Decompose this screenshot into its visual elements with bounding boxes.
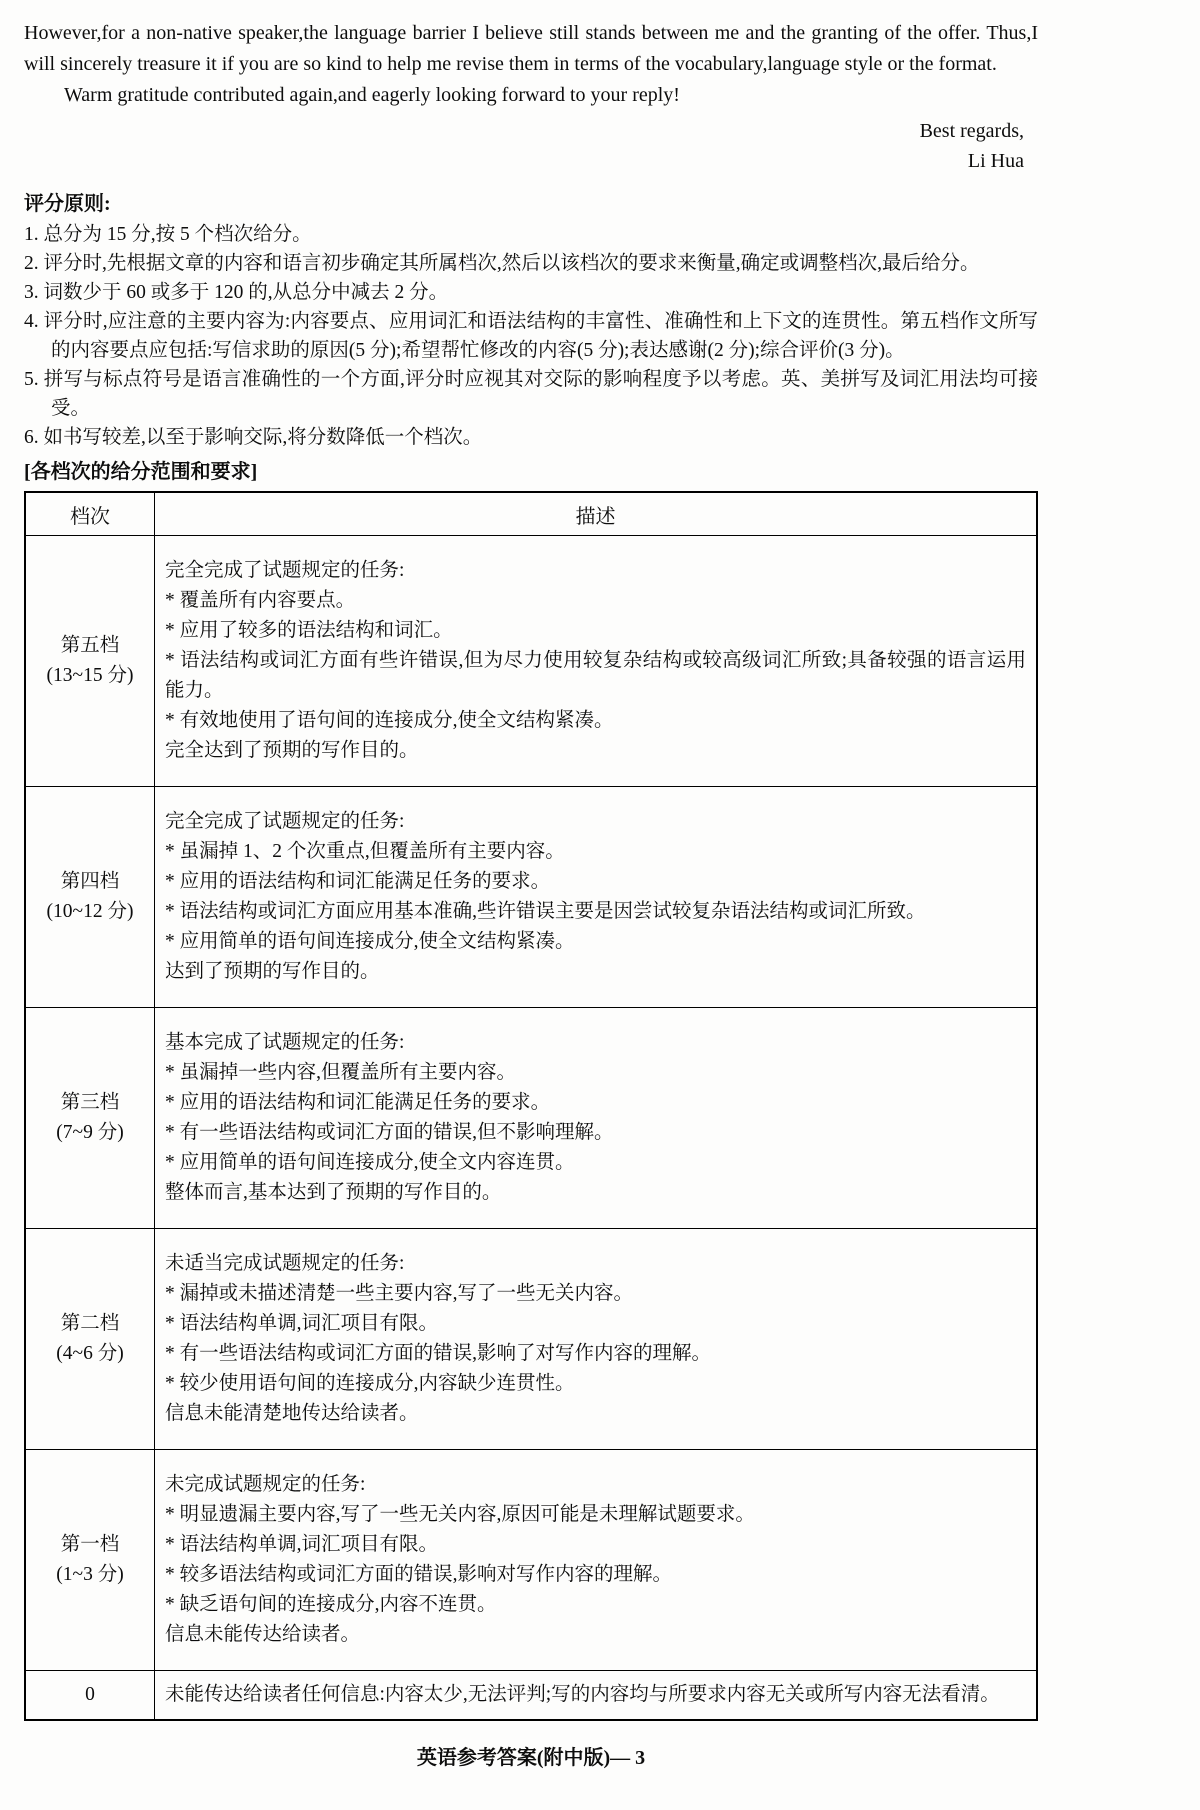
desc-line: 未适当完成试题规定的任务:: [165, 1253, 405, 1274]
desc-line: * 语法结构单调,词汇项目有限。: [165, 1313, 439, 1334]
rubric-header-row: [25, 492, 1037, 536]
level-name: 第四档: [60, 871, 120, 892]
description-cell: [155, 1229, 1038, 1450]
table-row: [25, 1671, 1037, 1721]
desc-line: * 语法结构单调,词汇项目有限。: [165, 1534, 439, 1555]
principle-item-3: 3. 词数少于 60 或多于 120 的,从总分中减去 2 分。: [24, 282, 449, 303]
level-range: (1~3 分): [56, 1564, 124, 1585]
letter-body-paragraph: However,for a non-native speaker,the language barrier I believe still stands between me and the granting of the offer. Thus,I will sincerely treasure it if you are so kind to help me revise them in terms of the vocabulary,language style or the format.: [24, 22, 1038, 75]
principle-item-6: 6. 如书写较差,以至于影响交际,将分数降低一个档次。: [24, 427, 483, 448]
desc-line: 完全完成了试题规定的任务:: [165, 560, 405, 581]
level-range: (10~12 分): [46, 901, 134, 922]
rubric-heading: [各档次的给分范围和要求]: [24, 461, 258, 483]
rubric-table: [24, 491, 1038, 1721]
level-cell: [25, 787, 155, 1008]
desc-line: * 虽漏掉一些内容,但覆盖所有主要内容。: [165, 1062, 517, 1083]
rubric-header-description: 描述: [155, 492, 1038, 536]
desc-line: * 应用的语法结构和词汇能满足任务的要求。: [165, 1092, 551, 1113]
letter-closing: Best regards,: [919, 120, 1024, 142]
description-cell: [155, 536, 1038, 787]
desc-line: * 漏掉或未描述清楚一些主要内容,写了一些无关内容。: [165, 1283, 634, 1304]
level-name: 第一档: [60, 1534, 120, 1555]
level-name: 0: [85, 1684, 95, 1705]
desc-line: * 覆盖所有内容要点。: [165, 590, 356, 611]
table-row: [25, 787, 1037, 1008]
desc-line: * 较多语法结构或词汇方面的错误,影响对写作内容的理解。: [165, 1564, 673, 1585]
letter-signature: Li Hua: [967, 150, 1024, 172]
level-name: 第五档: [60, 635, 120, 656]
table-row: [25, 1229, 1037, 1450]
level-range: (4~6 分): [56, 1343, 124, 1364]
level-cell: [25, 1450, 155, 1671]
desc-line: 基本完成了试题规定的任务:: [165, 1032, 405, 1053]
level-range: (7~9 分): [56, 1122, 124, 1143]
principle-item-2: 2. 评分时,先根据文章的内容和语言初步确定其所属档次,然后以该档次的要求来衡量,确定或调整档次,最后给分。: [24, 253, 980, 274]
desc-line: * 虽漏掉 1、2 个次重点,但覆盖所有主要内容。: [165, 841, 565, 862]
desc-line: 完全达到了预期的写作目的。: [165, 740, 419, 761]
desc-line: 达到了预期的写作目的。: [165, 961, 380, 982]
letter-gratitude-line: Warm gratitude contributed again,and eagerly looking forward to your reply!: [64, 84, 680, 106]
desc-line: * 较少使用语句间的连接成分,内容缺少连贯性。: [165, 1373, 575, 1394]
desc-line: * 有一些语法结构或词汇方面的错误,影响了对写作内容的理解。: [165, 1343, 712, 1364]
desc-line: * 语法结构或词汇方面有些许错误,但为尽力使用较复杂结构或较高级词汇所致;具备较强的语言运用能力。: [165, 650, 1026, 701]
description-cell: [155, 1671, 1038, 1721]
principles-list: [24, 220, 1038, 452]
level-cell: [25, 536, 155, 787]
table-row: [25, 1008, 1037, 1229]
level-cell: [25, 1229, 155, 1450]
description-cell: [155, 1450, 1038, 1671]
desc-line: * 有一些语法结构或词汇方面的错误,但不影响理解。: [165, 1122, 614, 1143]
desc-line: * 语法结构或词汇方面应用基本准确,些许错误主要是因尝试较复杂语法结构或词汇所致。: [165, 901, 926, 922]
level-name: 第三档: [60, 1092, 120, 1113]
desc-line: 整体而言,基本达到了预期的写作目的。: [165, 1182, 502, 1203]
description-cell: [155, 787, 1038, 1008]
page-footer: 英语参考答案(附中版)— 3: [416, 1747, 646, 1769]
level-name: 第二档: [60, 1313, 120, 1334]
desc-line: * 应用了较多的语法结构和词汇。: [165, 620, 453, 641]
principle-item-1: 1. 总分为 15 分,按 5 个档次给分。: [24, 224, 312, 245]
level-cell: [25, 1671, 155, 1721]
level-cell: [25, 1008, 155, 1229]
principle-item-5: 5. 拼写与标点符号是语言准确性的一个方面,评分时应视其对交际的影响程度予以考虑。英、美拼写及词汇用法均可接受。: [24, 369, 1038, 419]
table-row: [25, 1450, 1037, 1671]
rubric-header-level: 档次: [25, 492, 155, 536]
desc-line: * 缺乏语句间的连接成分,内容不连贯。: [165, 1594, 497, 1615]
level-range: (13~15 分): [46, 665, 134, 686]
desc-line: * 应用简单的语句间连接成分,使全文内容连贯。: [165, 1152, 575, 1173]
table-row: [25, 536, 1037, 787]
desc-line: 信息未能传达给读者。: [165, 1624, 361, 1645]
desc-line: 信息未能清楚地传达给读者。: [165, 1403, 419, 1424]
desc-line: * 应用的语法结构和词汇能满足任务的要求。: [165, 871, 551, 892]
desc-line: * 有效地使用了语句间的连接成分,使全文结构紧凑。: [165, 710, 614, 731]
principle-item-4: 4. 评分时,应注意的主要内容为:内容要点、应用词汇和语法结构的丰富性、准确性和上下文的连贯性。第五档作文所写的内容要点应包括:写信求助的原因(5 分);希望帮忙修改的内容(5 分);表达感谢(2 分);综合评价(3 分)。: [24, 311, 1038, 361]
desc-line: 未完成试题规定的任务:: [165, 1474, 366, 1495]
principles-heading: 评分原则:: [24, 193, 111, 215]
desc-line: * 应用简单的语句间连接成分,使全文结构紧凑。: [165, 931, 575, 952]
desc-line: 未能传达给读者任何信息:内容太少,无法评判;写的内容均与所要求内容无关或所写内容无法看清。: [165, 1684, 1000, 1705]
desc-line: 完全完成了试题规定的任务:: [165, 811, 405, 832]
desc-line: * 明显遗漏主要内容,写了一些无关内容,原因可能是未理解试题要求。: [165, 1504, 755, 1525]
description-cell: [155, 1008, 1038, 1229]
